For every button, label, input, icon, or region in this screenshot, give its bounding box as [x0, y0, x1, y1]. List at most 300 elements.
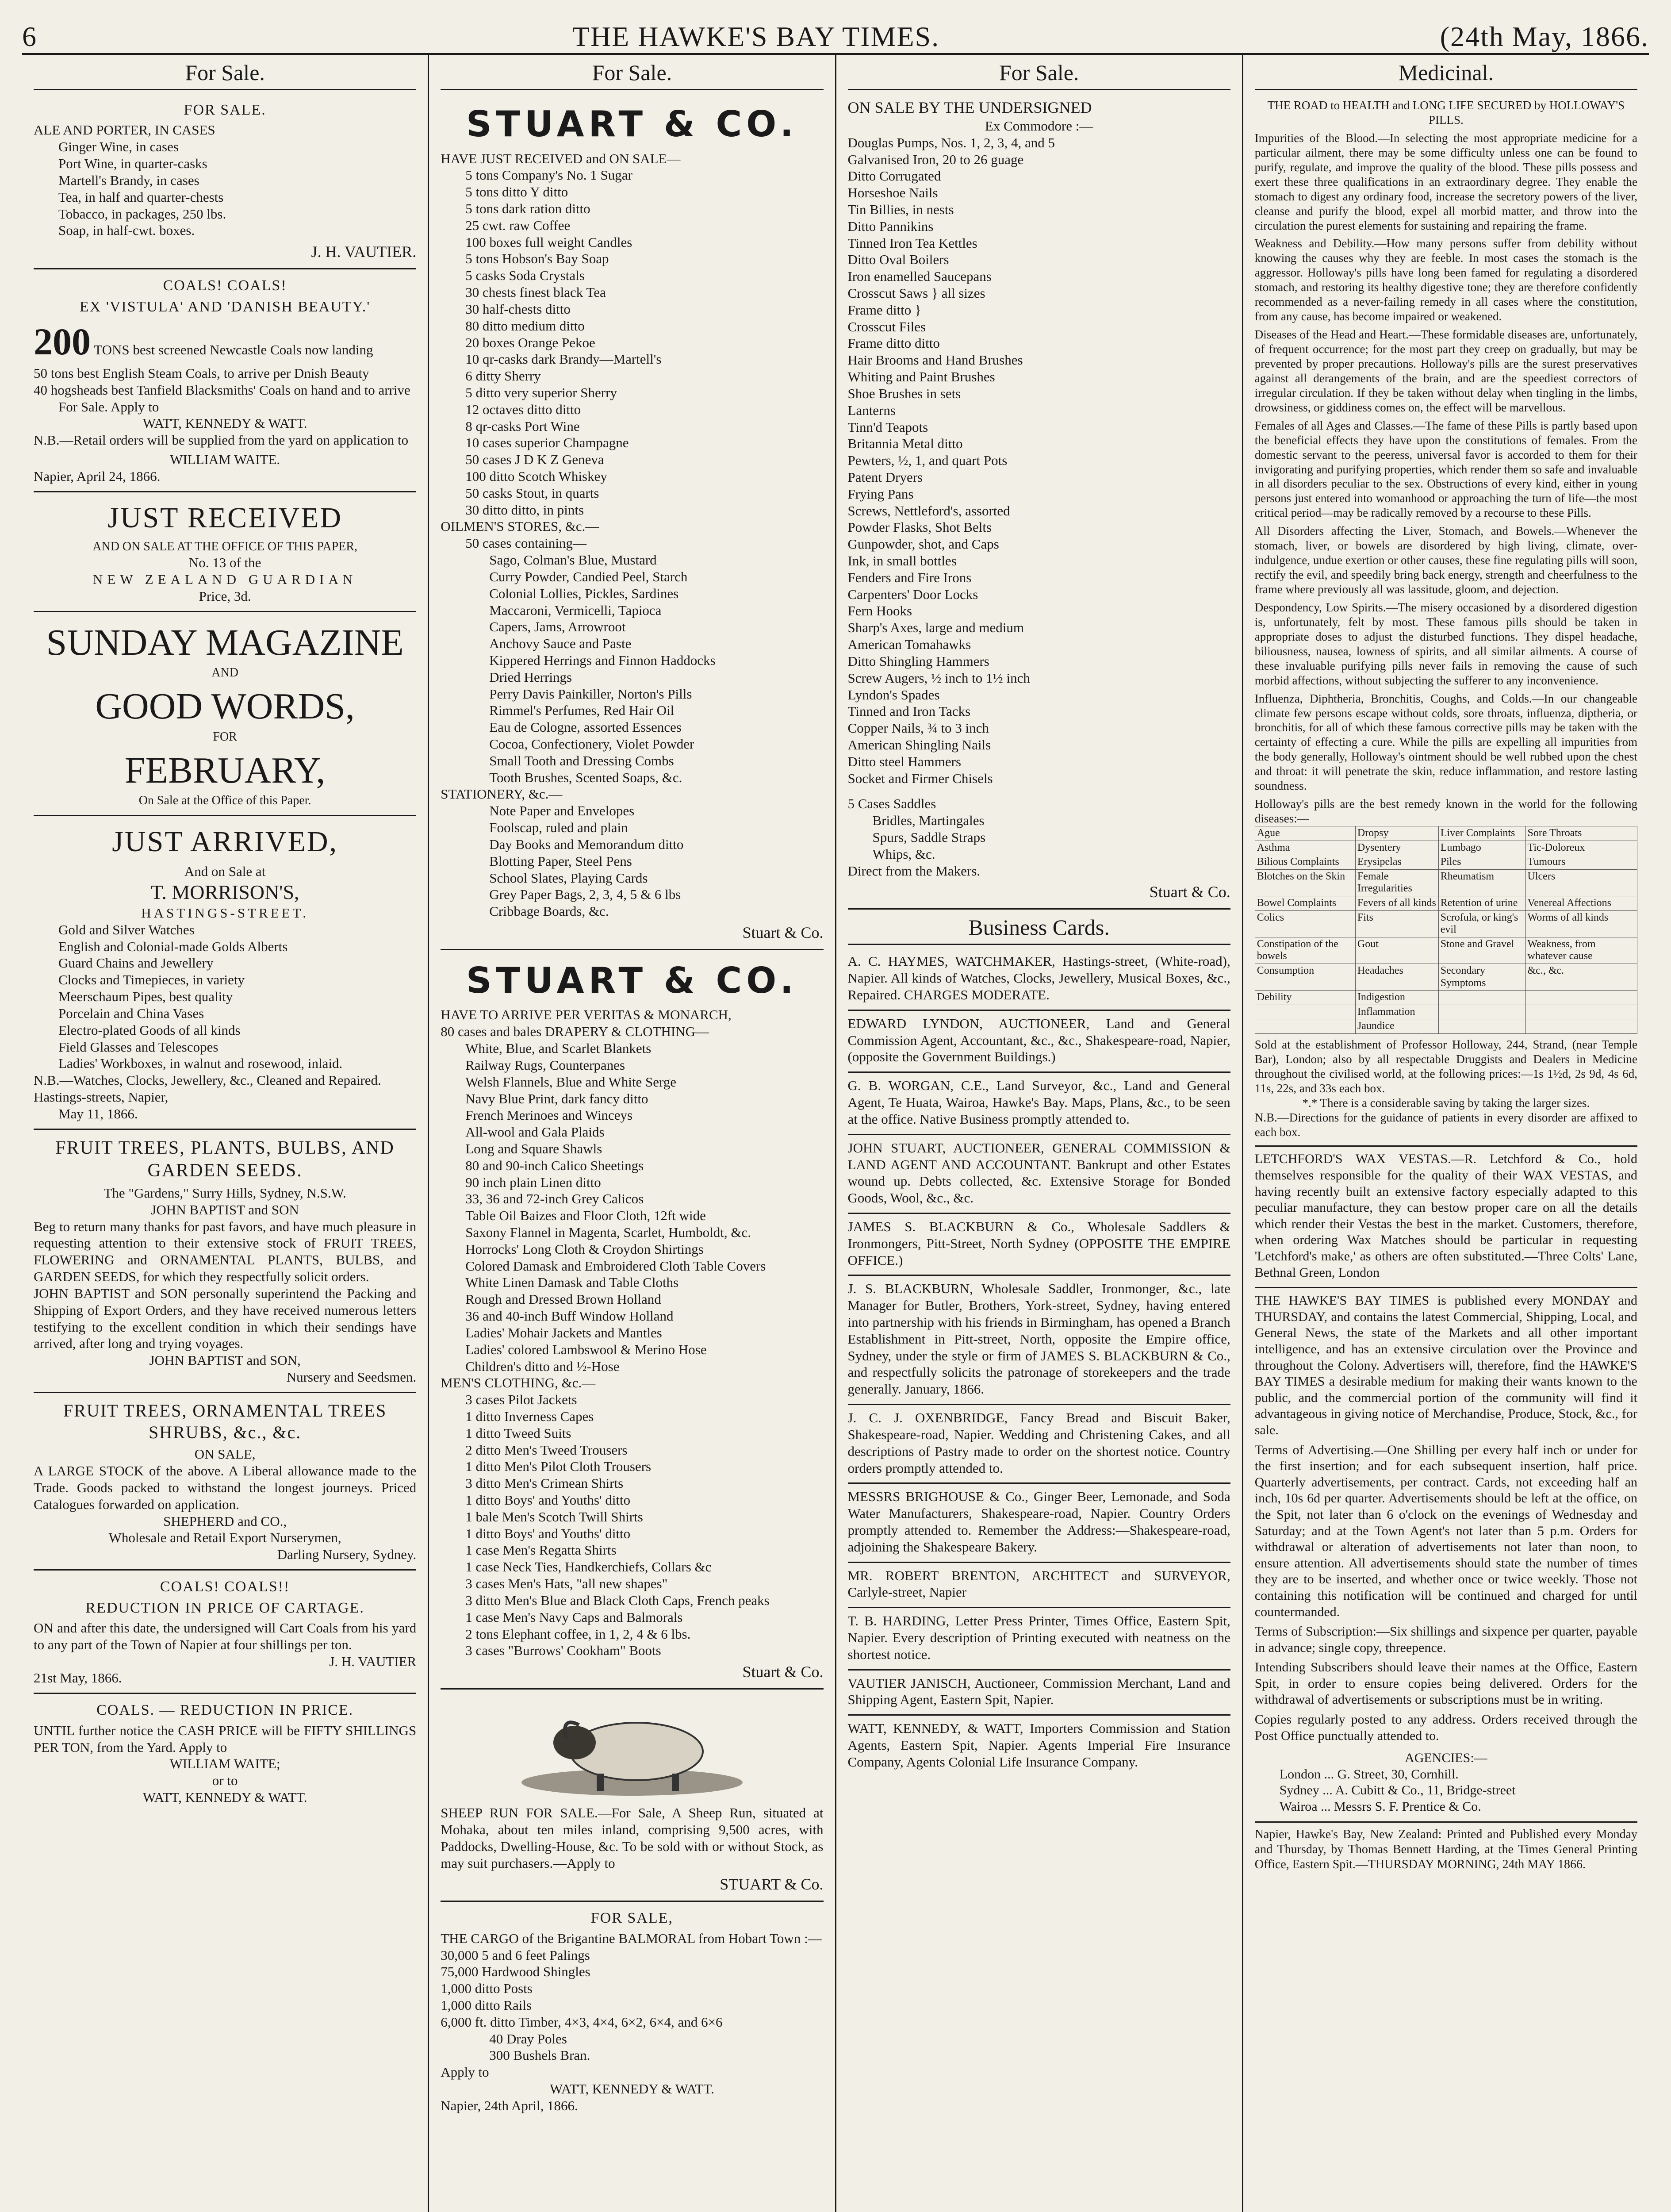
table-cell: Sore Throats [1525, 826, 1637, 841]
ad-line: English and Colonial-made Golds Alberts [58, 938, 288, 954]
ad-line: Rimmel's Perfumes, Red Hair Oil [489, 703, 675, 718]
ad-line: Guard Chains and Jewellery [58, 955, 214, 971]
ad-line: Colonial Lollies, Pickles, Sardines [489, 585, 679, 601]
table-cell: Debility [1255, 991, 1355, 1005]
ad-subheading: EX 'VISTULA' AND 'DANISH BEAUTY.' [79, 298, 371, 315]
table-cell: Secondary Symptoms [1438, 964, 1525, 990]
ad-line: Railway Rugs, Counterpanes [465, 1057, 625, 1073]
ad-line: Wholesale and Retail Export Nurserymen, [108, 1530, 341, 1546]
ad-baptist [34, 1130, 416, 1393]
table-row [1255, 910, 1637, 937]
table-cell: Fevers of all kinds [1355, 896, 1438, 910]
section-heading: Medicinal. [1255, 55, 1637, 90]
table-cell: Blotches on the Skin [1255, 869, 1355, 896]
ad-line: AND [211, 666, 238, 680]
ad-line: N.B.—Retail orders will be supplied from the yard on application to [34, 432, 409, 448]
ad-line: On Sale at the Office of this Paper. [138, 794, 311, 808]
ad-line: 2 ditto Men's Tweed Trousers [465, 1442, 628, 1458]
ad-line: Navy Blue Print, dark fancy ditto [465, 1091, 648, 1106]
ad-undersigned [848, 94, 1230, 910]
agencies-title: AGENCIES:— [1405, 1751, 1487, 1766]
ad-line: Crosscut Saws } all sizes [847, 285, 985, 301]
column-2 [429, 55, 836, 2212]
ad-line: Screw Augers, ½ inch to 1½ inch [847, 670, 1030, 686]
ad-paragraph: Weakness and Debility.—How many persons suffer from debility without knowing the causes why they are feeble. In most cases the stomach is the aggressor. Holloway's pills have long been famed for regulating a disordered stomach, and restoring its healthy digestive tone; they are therefore confidently recommended as a never-failing remedy in all cases where the constitution, from any cause, has become impaired or weakened. [1254, 237, 1637, 323]
table-cell: Stone and Gravel [1438, 937, 1525, 964]
table-cell [1438, 1005, 1525, 1019]
ad-morrison [34, 816, 416, 1130]
ad-heading: JUST ARRIVED, [112, 825, 338, 858]
ad-line: Field Glasses and Telescopes [58, 1039, 218, 1055]
ad-heading: FRUIT TREES, PLANTS, BULBS, AND GARDEN SEEDS. [55, 1137, 395, 1181]
ad-heading: FOR SALE. [184, 102, 266, 118]
ad-line: Grey Paper Bags, 2, 3, 4, 5 & 6 lbs [489, 887, 681, 902]
business-card: VAUTIER JANISCH, Auctioneer, Commission Merchant, Land and Shipping Agent, Eastern Spit, Napier. [848, 1671, 1230, 1716]
business-card: J. C. J. OXENBRIDGE, Fancy Bread and Biscuit Baker, Shakespeare-road, Napier. Wedding and Christening Cakes, and all descriptions of Pastry made to order on the shortest notice. Country orders promptly attended to. [848, 1405, 1230, 1484]
ad-line: Blotting Paper, Steel Pens [489, 853, 632, 869]
ad-holloway [1255, 94, 1637, 1147]
ad-line: 3 cases Pilot Jackets [465, 1392, 577, 1408]
ad-line: N.B.—Watches, Clocks, Jewellery, &c., Cleaned and Repaired. [34, 1072, 381, 1088]
ad-line: 3 ditto Men's Crimean Shirts [465, 1475, 624, 1491]
newspaper-title: THE HAWKE'S BAY TIMES. [572, 21, 940, 52]
ad-line: WATT, KENNEDY & WATT. [142, 415, 307, 431]
table-cell: Tic-Doloreux [1525, 841, 1637, 855]
ad-line: 10 cases superior Champagne [465, 435, 629, 451]
ad-letchford [1255, 1147, 1637, 1288]
ad-line: May 11, 1866. [58, 1106, 138, 1121]
ad-line: Clocks and Timepieces, in variety [58, 972, 245, 988]
ad-line: MEN'S CLOTHING, &c.— [441, 1375, 596, 1391]
page-number: 6 [22, 21, 37, 52]
ad-line: WATT, KENNEDY & WATT. [142, 1789, 307, 1805]
ad-paragraph: Terms of Subscription:—Six shillings and sixpence per quarter, payable in advance; single copy, threepence. [1254, 1624, 1637, 1655]
table-cell [1525, 1019, 1637, 1034]
ad-line: HAVE TO ARRIVE PER VERITAS & MONARCH, [441, 1007, 732, 1023]
ad-line: 1 ditto Inverness Capes [465, 1408, 594, 1424]
table-cell: Ague [1255, 826, 1355, 841]
ad-line: Napier, 24th April, 1866. [441, 2097, 578, 2113]
column-1 [22, 55, 429, 2212]
ad-line: American Shingling Nails [847, 737, 991, 753]
ad-line: Patent Dryers [847, 469, 923, 485]
ad-line: Tinn'd Teapots [847, 419, 928, 435]
ad-line: Ink, in small bottles [847, 553, 957, 569]
ad-line: SHEPHERD and CO., [163, 1513, 287, 1529]
ad-line: Foolscap, ruled and plain [489, 820, 628, 836]
ad-line: Note Paper and Envelopes [489, 803, 635, 819]
ad-line: Ditto Pannikins [847, 218, 934, 234]
ad-line: Frame ditto ditto [847, 335, 940, 351]
ad-line: 5 ditto very superior Sherry [465, 384, 617, 400]
table-cell [1255, 1005, 1355, 1019]
ad-line: JOHN BAPTIST and SON personally superintend the Packing and Shipping of Export Orders, and they have received numerous letters testifying to the excellent condition in which their sendings have arrived, after long and trying voyages. [34, 1285, 417, 1352]
imprint [1255, 1823, 1637, 1878]
table-row [1255, 896, 1637, 910]
section-heading: For Sale. [848, 55, 1230, 90]
ad-line: Ladies' Workboxes, in walnut and rosewood, inlaid. [58, 1056, 343, 1071]
ad-heading: COALS. — REDUCTION IN PRICE. [96, 1702, 354, 1719]
section-heading: For Sale. [34, 55, 416, 90]
ad-coals-watt [34, 269, 416, 492]
ad-line: 6 ditty Sherry [465, 368, 541, 384]
ad-line: Ginger Wine, in cases [58, 139, 179, 155]
section-heading: For Sale. [441, 55, 823, 90]
ad-line: 2 tons Elephant coffee, in 1, 2, 4 & 6 lbs. [465, 1626, 691, 1642]
ad-line: 1 ditto Boys' and Youths' ditto [465, 1525, 631, 1541]
ad-stuart-received [441, 94, 823, 950]
ad-line: Apply to [441, 2064, 489, 2080]
firm-logo: STUART & CO. [466, 960, 798, 1001]
ad-signature: WILLIAM WAITE. [170, 451, 280, 467]
ad-line: Ex Commodore :— [985, 118, 1093, 134]
ad-line: Britannia Metal ditto [847, 436, 963, 452]
ad-line: Tea, in half and quarter-chests [58, 189, 224, 205]
ad-line: Carpenters' Door Locks [847, 586, 978, 602]
ad-line: White, Blue, and Scarlet Blankets [465, 1041, 652, 1056]
ad-subheading: REDUCTION IN PRICE OF CARTAGE. [85, 1599, 364, 1616]
ad-line: School Slates, Playing Cards [489, 870, 648, 886]
ad-line: SHEEP RUN FOR SALE.—For Sale, A Sheep Run, situated at Mohaka, about ten miles inland, comprising 9,500 acres, with Paddocks, Dwelling-House, &c. To be sold with or without Stock, as may suit purchasers.—Apply to [441, 1805, 824, 1871]
ad-line: 1 ditto Boys' and Youths' ditto [465, 1492, 631, 1508]
ad-line: 12 octaves ditto ditto [465, 401, 581, 417]
ad-line: Frame ditto } [847, 302, 921, 318]
business-card: JOHN STUART, AUCTIONEER, GENERAL COMMISSION & LAND AGENT AND ACCOUNTANT. Bankrupt and other Estates wound up. Debts collected, &c. Extensive Storage for Bonded Goods, Wool, &c., &c. [848, 1135, 1230, 1214]
ad-paragraph: Diseases of the Head and Heart.—These formidable diseases are, unfortunately, of frequent occurrence; for the most part they creep on gradually, but may be prevented by proper precautions. Holloway's pills are the surest preservatives against all derangements of the brain, and are the speediest correctors of irregular circulation. If they be taken without delay when tingling in the limbs, drowsiness, or giddiness comes on, the effect will be marvellous. [1254, 328, 1637, 414]
ad-line: ON SALE, [194, 1446, 256, 1462]
ad-line: 5 tons ditto Y ditto [465, 184, 568, 200]
ad-paragraph: All Disorders affecting the Liver, Stomach, and Bowels.—Whenever the stomach, liver, or bowels are disordered by high living, climate, over-indulgence, undue exertion or other causes, these fine regulating pills will soon, rectify the evil, and speedily bring back energy, strength and cheerfulness to the frame where previously all was lassitude, gloom, and dejection. [1254, 524, 1637, 596]
ad-line: 1,000 ditto Posts [441, 1981, 533, 1997]
ad-line: Shoe Brushes in sets [847, 385, 961, 401]
ad-line: 80 cases and bales DRAPERY & CLOTHING— [441, 1024, 709, 1040]
ad-line: Bridles, Martingales [872, 813, 985, 829]
business-card: WATT, KENNEDY, & WATT, Importers Commission and Station Agents, Eastern Spit, Napier. Agents Imperial Fire Insurance Company, Agents Colonial Life Insurance Company. [847, 1720, 1230, 1770]
table-row [1255, 855, 1637, 870]
ad-line: Cocoa, Confectionery, Violet Powder [489, 736, 694, 752]
sold-at: Sold at the establishment of Professor Holloway, 244, Strand, (near Temple Bar), London; also by all respectable Druggists and Dealers in Medicine throughout the civilised world, at the following prices:—1s 1½d, 2s 9d, 4s 6d, 11s, 22s, and 33s each box. [1254, 1037, 1637, 1095]
ad-line: 80 and 90-inch Calico Sheetings [465, 1157, 644, 1173]
ad-line: 80 ditto medium ditto [465, 318, 585, 334]
ad-line: Maccaroni, Vermicelli, Tapioca [489, 602, 662, 618]
ad-vautier-ale [34, 94, 416, 269]
ad-line: All-wool and Gala Plaids [465, 1124, 605, 1140]
business-card: A. C. HAYMES, WATCHMAKER, Hastings-street, (White-road), Napier. All kinds of Watches, Clocks, Jewellery, Musical Boxes, &c., Repaired. CHARGES MODERATE. [848, 949, 1230, 1010]
ad-line: 1 bale Men's Scotch Twill Shirts [465, 1509, 643, 1525]
ad-line: Powder Flasks, Shot Belts [847, 519, 992, 535]
ad-line: OILMEN'S STORES, &c.— [441, 518, 599, 534]
business-card: T. B. HARDING, Letter Press Printer, Times Office, Eastern Spit, Napier. Every description of Printing executed with neatness on the shortest notice. [848, 1608, 1230, 1670]
ad-heading: FOR SALE, [590, 1910, 673, 1927]
table-cell: Indigestion [1355, 991, 1438, 1005]
ad-line: Fern Hooks [847, 603, 912, 619]
ad-heading: THE ROAD to HEALTH and LONG LIFE SECURED by HOLLOWAY'S PILLS. [1267, 99, 1625, 127]
ad-line: Spurs, Saddle Straps [872, 830, 986, 845]
ad-line: 1 case Neck Ties, Handkerchiefs, Collars &c [465, 1559, 712, 1575]
ad-line: 5 casks Soda Crystals [465, 268, 585, 284]
ad-line: 1 case Men's Navy Caps and Balmorals [465, 1609, 683, 1625]
ad-line: WATT, KENNEDY & WATT. [550, 2081, 714, 2097]
table-cell [1525, 1005, 1637, 1019]
big-number: 200 [34, 320, 91, 363]
business-card: MR. ROBERT BRENTON, ARCHITECT and SURVEYOR, Carlyle-street, Napier [848, 1563, 1230, 1609]
table-cell: Tumours [1525, 855, 1637, 870]
column-3 [836, 55, 1243, 2212]
ad-line: Direct from the Makers. [847, 863, 981, 879]
business-card: EDWARD LYNDON, AUCTIONEER, Land and General Commission Agent, Accountant, &c., &c., Shakespeare-road, Napier, (opposite the Government Buildings.) [848, 1011, 1230, 1073]
ad-line: Sago, Colman's Blue, Mustard [489, 552, 657, 568]
ad-balmoral [441, 1902, 823, 2120]
ad-line: 100 ditto Scotch Whiskey [465, 469, 607, 484]
table-row [1255, 1005, 1637, 1019]
table-cell: Piles [1438, 855, 1525, 870]
ad-line: or to [212, 1773, 238, 1789]
ad-line: Lanterns [847, 402, 896, 418]
ad-line: TONS best screened Newcastle Coals now landing [94, 342, 373, 357]
table-cell [1438, 1019, 1525, 1034]
ad-line: ALE AND PORTER, IN CASES [34, 122, 215, 138]
ad-line: Small Tooth and Dressing Combs [489, 753, 674, 768]
ad-line: 30 half-chests ditto [465, 301, 571, 317]
ad-line: 20 boxes Orange Pekoe [465, 334, 595, 350]
agency-line: Sydney ... A. Cubitt & Co., 11, Bridge-street [1279, 1783, 1516, 1798]
ad-heading: COALS! COALS!! [160, 1578, 290, 1595]
ad-line: 6,000 ft. ditto Timber, 4×3, 4×4, 6×2, 6×4, and 6×6 [441, 2014, 723, 2030]
directions-note: N.B.—Directions for the guidance of patients in every disorder are affixed to each box. [1254, 1110, 1637, 1139]
ad-line: Long and Square Shawls [465, 1141, 602, 1156]
ad-line: AND ON SALE AT THE OFFICE OF THIS PAPER, [92, 540, 357, 554]
ad-line: 25 cwt. raw Coffee [465, 217, 571, 233]
ad-paragraph: Females of all Ages and Classes.—The fame of these Pills is partly based upon the beneficial effects they have upon the constitutions of females. From the domestic servant to the peeress, universal favor is accorded to them for their invigorating and purifying properties, which render them so safe and invaluable in all disorders peculiar to the sex. Obstructions of every kind, either in young persons just entered into womanhood or approaching the turn of life—the most critical period—may be radically removed by a recourse to these Pills. [1254, 419, 1637, 520]
ad-line: Anchovy Sauce and Paste [489, 636, 632, 652]
ad-line: HASTINGS-STREET. [141, 905, 309, 921]
ad-line: Tobacco, in packages, 250 lbs. [58, 206, 226, 222]
ad-line: Horseshoe Nails [847, 185, 938, 201]
ad-line: No. 13 of the [188, 555, 261, 571]
saving-note: *.* There is a considerable saving by taking the larger sizes. [1302, 1096, 1590, 1110]
ad-line: Ditto Corrugated [847, 168, 941, 184]
ad-line: Perry Davis Painkiller, Norton's Pills [489, 686, 692, 702]
table-cell: Bilious Complaints [1255, 855, 1355, 870]
table-cell [1255, 1019, 1355, 1034]
ad-line: 5 tons Hobson's Bay Soap [465, 251, 609, 267]
ad-line: 40 Dray Poles [489, 2031, 567, 2047]
ad-line: UNTIL further notice the CASH PRICE will be FIFTY SHILLINGS PER TON, from the Yard. Apply to [34, 1722, 417, 1755]
ad-line: White Linen Damask and Table Cloths [465, 1275, 679, 1290]
ad-line: Fenders and Fire Irons [847, 569, 972, 585]
ad-line: Screws, Nettleford's, assorted [847, 503, 1010, 518]
ad-line: Colored Damask and Embroidered Cloth Table Covers [465, 1258, 766, 1274]
ad-line: Tooth Brushes, Scented Soaps, &c. [489, 769, 682, 785]
table-cell: Asthma [1255, 841, 1355, 855]
ad-line: 50 tons best English Steam Coals, to arrive per Dnish Beauty [34, 365, 369, 381]
table-cell: Rheumatism [1438, 869, 1525, 896]
ad-line: Hastings-streets, Napier, [34, 1089, 169, 1105]
ad-line: Price, 3d. [199, 588, 251, 604]
table-intro: Holloway's pills are the best remedy known in the world for the following diseases:— [1254, 797, 1637, 826]
ad-coals-waite [34, 1694, 416, 1812]
ad-line: Darling Nursery, Sydney. [277, 1547, 417, 1563]
ad-line: Whips, &c. [872, 846, 935, 862]
ad-line: Port Wine, in quarter-casks [58, 156, 207, 172]
ad-line: 1,000 ditto Rails [441, 1997, 532, 2013]
issue-date: (24th May, 1866. [1440, 21, 1649, 52]
table-cell: Fits [1355, 910, 1438, 937]
ad-line: 5 Cases Saddles [847, 796, 936, 812]
ad-paragraph: Intending Subscribers should leave their names at the Office, Eastern Spit, in order to ensure copies being delivered. Orders for the withdrawal of advertisements or subscriptions must be in writing. [1254, 1660, 1637, 1707]
ad-line: J. H. VAUTIER [329, 1653, 417, 1669]
ad-line: 21st May, 1866. [34, 1670, 122, 1686]
ad-line: FEBRUARY, [124, 749, 326, 791]
ad-line: FOR [213, 730, 237, 744]
ad-line: Galvanised Iron, 20 to 26 guage [847, 151, 1024, 167]
imprint-text: Napier, Hawke's Bay, New Zealand: Printed and Published every Monday and Thursday, by Thomas Bennett Harding, at the Times General Printing Office, Eastern Spit.—THURSDAY MORNING, 24th MAY 1866. [1254, 1827, 1637, 1871]
ad-line: French Merinoes and Winceys [465, 1107, 633, 1123]
ad-line: Ditto Shingling Hammers [847, 653, 989, 669]
business-card: G. B. WORGAN, C.E., Land Surveyor, &c., Land and General Agent, Te Huata, Wairoa, Hawke's Bay. Maps, Plans, &c., to be seen at the office. Native Business promptly attended to. [848, 1073, 1230, 1135]
table-cell [1438, 991, 1525, 1005]
ad-line: Ladies' colored Lambswool & Merino Hose [465, 1341, 707, 1357]
ad-line: 3 ditto Men's Blue and Black Cloth Caps, French peaks [465, 1592, 770, 1608]
table-cell: &c., &c. [1525, 964, 1637, 990]
ad-line: 30 chests finest black Tea [465, 284, 606, 300]
ad-line: Table Oil Baizes and Floor Cloth, 12ft wide [465, 1208, 706, 1224]
ad-line: Rough and Dressed Brown Holland [465, 1291, 661, 1307]
ad-line: Martell's Brandy, in cases [58, 172, 199, 188]
ad-shepherd [34, 1393, 416, 1571]
ad-paragraph: Impurities of the Blood.—In selecting the most appropriate medicine for a particular ailment, there may be some difficulty unless one can be found to purify, regulate, and improve the quality of the blood. These pills possess and exert these three qualifications in an extraordinary degree. They enable the stomach to digest any ordinary food, increase the secretory powers of the liver, cleanse and purify the blood, expel all morbid matter, and throw into the circulation the purest elements for sustaining and repairing the frame. [1254, 131, 1637, 232]
table-cell: Female Irregularities [1355, 869, 1438, 896]
business-card: J. S. BLACKBURN, Wholesale Saddler, Ironmonger, &c., late Manager for Butler, Brothers, York-street, Sydney, having entered into partnership with his friends in Birmingham, has opened a Branch Establishment in Pitt-street, North, opposite the Empire office, Sydney, under the style or firm of JAMES S. BLACKBURN & Co., and respectfully solicits the patronage of storekeepers and the trade generally. January, 1866. [848, 1276, 1230, 1405]
table-cell: Liver Complaints [1438, 826, 1525, 841]
ad-line: 3 cases Men's Hats, "all new shapes" [465, 1576, 668, 1592]
sheep-icon [508, 1698, 756, 1800]
ad-line: Kippered Herrings and Finnon Haddocks [489, 652, 716, 668]
ad-line: Curry Powder, Candied Peel, Starch [489, 568, 688, 584]
ad-line: 1 ditto Tweed Suits [465, 1425, 571, 1441]
diseases-table [1255, 826, 1637, 1034]
table-cell: Inflammation [1355, 1005, 1438, 1019]
ad-line: Horrocks' Long Cloth & Croydon Shirtings [465, 1241, 704, 1257]
ad-line: Hair Brooms and Hand Brushes [847, 352, 1023, 368]
ad-line: 1 ditto Men's Pilot Cloth Trousers [465, 1459, 652, 1475]
table-cell: Venereal Affections [1525, 896, 1637, 910]
ad-line: ON SALE BY THE UNDERSIGNED [847, 99, 1092, 116]
ad-line: Eau de Cologne, assorted Essences [489, 719, 682, 735]
ad-line: 36 and 40-inch Buff Window Holland [465, 1308, 674, 1324]
ad-line: Tin Billies, in nests [847, 201, 954, 217]
ad-heading: FRUIT TREES, ORNAMENTAL TREES SHRUBS, &c., &c. [63, 1400, 387, 1442]
ad-line: Capers, Jams, Arrowroot [489, 619, 626, 635]
ad-line: 5 tons Company's No. 1 Sugar [465, 167, 632, 183]
ad-times-terms [1255, 1288, 1637, 1822]
ad-line: ON and after this date, the undersigned will Cart Coals from his yard to any part of the Town of Napier at four shillings per ton. [34, 1620, 417, 1652]
ad-line: Electro-plated Goods of all kinds [58, 1022, 241, 1038]
ad-line: 100 boxes full weight Candles [465, 234, 632, 250]
ad-paragraph: Despondency, Low Spirits.—The misery occasioned by a disordered digestion is, unfortunately, felt by most. These famous pills should be taken in appropriate doses to adjust the disturbed functions. They dispel headache, biliousness, nausea, lowness of spirits, and all similar ailments. A course of these invaluable purifying pills never fails in removing the cause of such morbid affections, without subjecting the sufferer to any inconvenience. [1254, 600, 1637, 687]
ad-line: STATIONERY, &c.— [441, 786, 563, 802]
ad-paragraph: Terms of Advertising.—One Shilling per every half inch or under for the first insertion; and for each subsequent insertion, half price. Quarterly advertisements, per contract. Cards, not exceeding half an inch, 10s 6d per quarter. Advertisements should be left at the office, on the Spit, not later than 6 o'clock on the evenings of Wednesday and Saturday; and at the Town Agent's not later than 5 p.m. Orders for withdrawal or alteration of advertisements not later than noon, to ensure attention. All advertisements should state the number of times they are to be inserted, and whether once or twice weekly. Those not containing this notification will be continued and charged for until countermanded. [1254, 1442, 1637, 1619]
ad-line: Beg to return many thanks for past favors, and have much pleasure in requesting attention to their extensive stock of FRUIT TREES, FLOWERING and ORNAMENTAL PLANTS, BULBS, and GARDEN SEEDS, for which they respectfully solicit orders. [34, 1218, 417, 1285]
ad-line: A LARGE STOCK of the above. A Liberal allowance made to the Trade. Goods packed to withstand the longest journeys. Priced Catalogues forwarded on application. [34, 1463, 417, 1512]
ad-line: JOHN BAPTIST and SON [151, 1202, 299, 1217]
ad-sunday-magazine [34, 612, 416, 816]
ad-line: 50 cases containing— [465, 535, 587, 551]
agency-line: London ... G. Street, 30, Cornhill. [1279, 1767, 1459, 1782]
ad-line: Iron enamelled Saucepans [847, 269, 992, 284]
ad-line: 90 inch plain Linen ditto [465, 1174, 601, 1190]
ad-line: Nursery and Seedsmen. [286, 1369, 417, 1385]
ad-coals-vautier [34, 1571, 416, 1694]
ad-signature: STUART & Co. [720, 1875, 824, 1893]
table-cell: Weakness, from whatever cause [1525, 937, 1637, 964]
ad-line: Porcelain and China Vases [58, 1005, 204, 1021]
sheep-illustration [441, 1698, 823, 1800]
ad-line: T. MORRISON'S, [150, 880, 299, 903]
agency-line: Wairoa ... Messrs S. F. Prentice & Co. [1279, 1799, 1481, 1814]
table-row [1255, 1019, 1637, 1034]
ad-line: Copper Nails, ¾ to 3 inch [847, 720, 989, 736]
table-cell: Dysentery [1355, 841, 1438, 855]
ad-signature: Stuart & Co. [1149, 883, 1230, 901]
ad-line: American Tomahawks [847, 637, 971, 653]
ad-line: 3 cases "Burrows' Cookham" Boots [465, 1643, 661, 1659]
table-cell: Erysipelas [1355, 855, 1438, 870]
ad-line: Ladies' Mohair Jackets and Mantles [465, 1325, 662, 1340]
table-row [1255, 991, 1637, 1005]
table-cell: Bowel Complaints [1255, 896, 1355, 910]
ad-line: 30 ditto ditto, in pints [465, 502, 584, 518]
masthead [22, 13, 1649, 55]
ad-heading: COALS! COALS! [163, 277, 287, 294]
ad-line: Crosscut Files [847, 319, 926, 334]
ad-dateline: Napier, April 24, 1866. [34, 468, 161, 484]
table-cell: Jaundice [1355, 1019, 1438, 1034]
ad-line: Soap, in half-cwt. boxes. [58, 223, 195, 238]
ad-line: Sharp's Axes, large and medium [847, 620, 1024, 636]
ad-guardian [34, 492, 416, 612]
ad-line: 50 cases J D K Z Geneva [465, 452, 604, 468]
ad-line: WILLIAM WAITE; [169, 1756, 280, 1772]
ad-line: GOOD WORDS, [95, 686, 355, 727]
table-row [1255, 964, 1637, 990]
ad-line: JOHN BAPTIST and SON, [149, 1352, 301, 1368]
ad-sheep-run [441, 1690, 823, 1902]
ad-line: Ditto Oval Boilers [847, 252, 949, 268]
ad-line: Lyndon's Spades [847, 687, 940, 703]
ad-line: Children's ditto and ½-Hose [465, 1358, 620, 1374]
ad-signature: Stuart & Co. [742, 923, 824, 941]
ad-line: Tinned and Iron Tacks [847, 703, 971, 719]
table-cell: Lumbago [1438, 841, 1525, 855]
columns [22, 55, 1649, 2212]
ad-line: 30,000 5 and 6 feet Palings [441, 1947, 590, 1963]
ad-line: Pewters, ½, 1, and quart Pots [847, 453, 1008, 469]
ad-line: 8 qr-casks Port Wine [465, 418, 580, 434]
ad-line: Douglas Pumps, Nos. 1, 2, 3, 4, and 5 [847, 134, 1055, 150]
ad-line: 40 hogsheads best Tanfield Blacksmiths' Coals on hand and to arrive [34, 382, 410, 398]
ad-line: 300 Bushels Bran. [489, 2047, 590, 2063]
ad-line: 1 case Men's Regatta Shirts [465, 1542, 617, 1558]
ad-line: And on Sale at [184, 864, 266, 879]
ad-line: Meerschaum Pipes, best quality [58, 989, 233, 1005]
table-row [1255, 937, 1637, 964]
table-cell: Gout [1355, 937, 1438, 964]
ad-line: Socket and Firmer Chisels [847, 770, 993, 786]
table-row [1255, 826, 1637, 841]
column-4 [1243, 55, 1649, 2212]
ad-line: Ditto steel Hammers [847, 753, 962, 769]
